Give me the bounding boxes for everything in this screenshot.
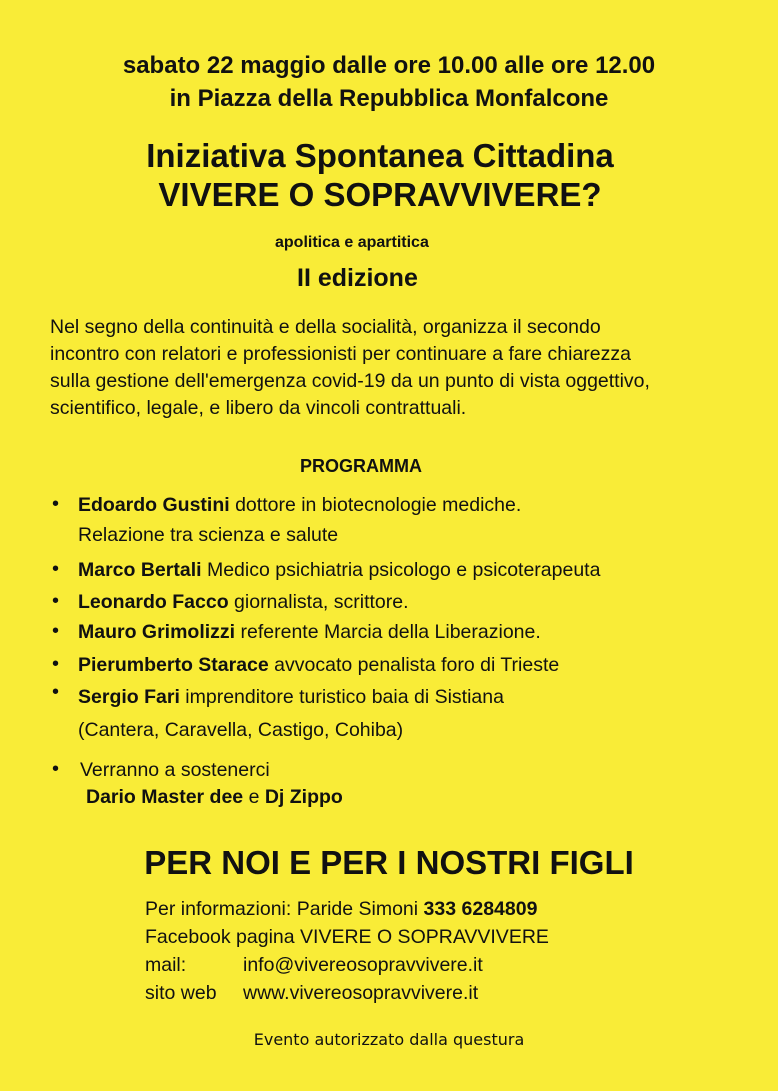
speaker-extra: (Cantera, Caravella, Castigo, Cohiba) xyxy=(78,719,404,741)
speaker-name: Leonardo Facco xyxy=(78,591,229,613)
speaker-name: Mauro Grimolizzi xyxy=(78,621,236,643)
speaker-name: Marco Bertali xyxy=(78,559,202,581)
bullet-icon: • xyxy=(52,653,60,675)
event-date: sabato 22 maggio dalle ore 10.00 alle ore 12.00 xyxy=(122,52,656,79)
edition-label: II edizione xyxy=(297,264,418,292)
mail-address: info@vivereosopravvivere.it xyxy=(243,954,483,976)
contact-label: Per informazioni: Paride Simoni xyxy=(145,898,424,920)
event-location: in Piazza della Repubblica Monfalcone xyxy=(169,85,609,112)
speaker-item xyxy=(78,686,504,709)
slogan: PER NOI E PER I NOSTRI FIGLI xyxy=(144,844,634,881)
program-heading: PROGRAMMA xyxy=(300,456,422,476)
phone-number: 333 6284809 xyxy=(423,898,538,920)
bullet-icon: • xyxy=(52,681,60,703)
bullet-icon: • xyxy=(52,758,60,780)
intro-line: scientifico, legale, e libero da vincoli contrattuali. xyxy=(50,397,467,419)
speaker-item xyxy=(78,591,409,614)
speaker-name: Sergio Fari xyxy=(78,686,180,708)
authorization-note: Evento autorizzato dalla questura xyxy=(253,1030,525,1049)
initiative-title: Iniziativa Spontanea Cittadina xyxy=(146,137,614,174)
speaker-item xyxy=(78,559,600,582)
web-address: www.vivereosopravvivere.it xyxy=(243,982,479,1004)
artist-name: Dj Zippo xyxy=(264,786,343,808)
initiative-name: VIVERE O SOPRAVVIVERE? xyxy=(158,176,602,213)
web-label: sito web xyxy=(145,982,217,1004)
speaker-name: Edoardo Gustini xyxy=(78,494,230,516)
bullet-icon: • xyxy=(52,590,60,612)
mail-line xyxy=(145,954,186,977)
speaker-desc: giornalista, scrittore. xyxy=(228,591,409,613)
contact-line xyxy=(145,898,537,921)
speaker-item xyxy=(78,494,521,517)
bullet-icon: • xyxy=(52,493,60,515)
bullet-icon: • xyxy=(52,558,60,580)
speaker-name: Pierumberto Starace xyxy=(78,654,269,676)
intro-line: Nel segno della continuità e della socialità, organizza il secondo xyxy=(50,316,601,338)
intro-line: sulla gestione dell'emergenza covid-19 da un punto di vista oggettivo, xyxy=(50,370,650,392)
speaker-desc: dottore in biotecnologie mediche. xyxy=(229,494,522,516)
speaker-desc: avvocato penalista foro di Trieste xyxy=(268,654,560,676)
intro-paragraph xyxy=(50,314,750,422)
speaker-desc: imprenditore turistico baia di Sistiana xyxy=(179,686,504,708)
intro-line: incontro con relatori e professionisti per continuare a fare chiarezza xyxy=(50,343,631,365)
bullet-icon: • xyxy=(52,620,60,642)
web-line xyxy=(145,982,217,1005)
support-artists xyxy=(86,786,343,809)
speaker-extra: Relazione tra scienza e salute xyxy=(78,524,339,546)
speaker-item xyxy=(78,621,541,644)
initiative-subtitle: apolitica e apartitica xyxy=(275,234,429,251)
speaker-desc: Medico psichiatria psicologo e psicoterapeuta xyxy=(201,559,601,581)
artist-name: Dario Master dee xyxy=(86,786,244,808)
support-text: Verranno a sostenerci xyxy=(80,759,270,781)
artist-connector: e xyxy=(243,786,265,808)
speaker-item xyxy=(78,654,559,677)
facebook-line: Facebook pagina VIVERE O SOPRAVVIVERE xyxy=(145,926,549,948)
mail-label: mail: xyxy=(145,954,187,976)
speaker-desc: referente Marcia della Liberazione. xyxy=(235,621,541,643)
